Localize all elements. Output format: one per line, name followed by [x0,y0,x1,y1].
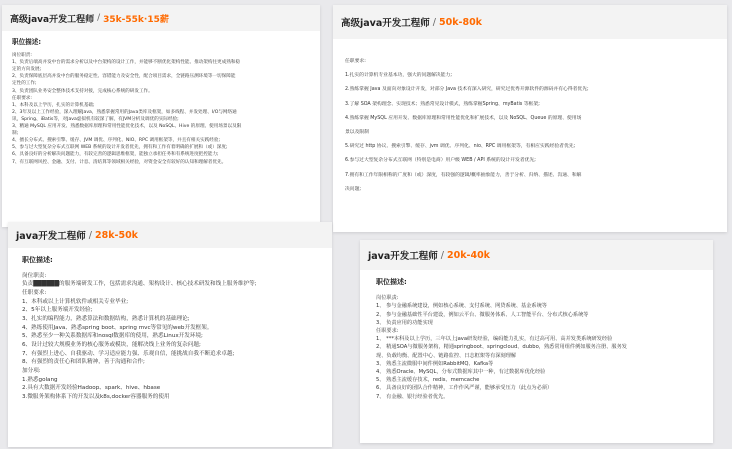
requirement-line: 5.研究过 http 协议、搜索引擎、缓存、jvm 调优、序列化、nio、RPC 调用框架等，有相应实践经验者优先; [345,144,576,150]
description-line: 制; [12,131,19,137]
description-line: 7、 有金融、银行经验者优先。 [376,393,449,400]
salary-range: 50k-80k [438,16,483,28]
description-line: 3、精通 MySQL 应用开发、熟悉数据库原理和常用性能优化技术，以及 NoSQL、Hive 的原理、使用场景以及限 [12,124,242,130]
description-line: 5、熟悉至少一种关系数据库和nosql数据库的使用，熟悉Linux开发环境; [22,333,203,340]
description-line: 6、 具备良好的团队合作精神，工作作风严谨，能够承受压力（此点为必须） [376,385,553,392]
description-line: 2、负责保障底层高并发中台的服务稳定性、容错能力及安全性，配合项目需求，全链路压测环境等一切保障能 [12,74,236,80]
description-line: 7、有互联网风控、金融、支付、计息、清结算等领域相关经验，对资金安全有较好的认知和理解者优先。 [12,159,227,165]
description-line: 3、 负责应用的功能实现 [376,319,433,326]
requirement-line: 1.扎实的计算机专业基本功，强大的问题解决能力; [345,73,452,79]
job-title: 高级java开发工程师 [10,14,95,25]
requirement-line: 4.熟练掌握 MySQL 应用开发、数据库原理和常用性能优化和扩展技术，以及 NoSQL、Queue 的原理、使用场 [345,115,582,121]
description-line: 任职要求: [22,289,47,296]
requirement-line: 6.参与过大型复杂分布式互联网（特别是电商）用户级 WEB / API 系统的设计开发者优先; [345,158,536,164]
job-card-header [360,240,713,270]
description-line: 任职要求: [12,95,32,101]
description-line: 4、 熟悉Oracle、MySQL，分布式数据库其中一种，有过数据库优化经验 [376,369,546,376]
description-line: 1、本科及以上学历，扎实的计算机基础; [12,102,95,108]
job-description [2,31,320,170]
job-card-java-28k[interactable] [8,222,332,447]
job-card-senior-java-50k[interactable] [333,5,727,232]
description-line: 6、设计过较大规模业务的核心服务或模块，能解决线上业务的复杂问题; [22,341,201,348]
job-card-header [333,5,727,39]
description-line: 现、负载均衡、配置中心、链路监控、日志框架等有深刻理解 [376,352,517,359]
description-line: 6、具备良好的分析解决问题能力，有较完善的逻辑思维框架，能独立承担任务和有系统进度把控能力; [12,152,219,158]
description-line: 岗位职责: [22,272,47,279]
salary-range: 28k-50k [94,229,139,241]
description-line: 5、 熟悉主流缓存技术，redis、memcache [376,377,480,384]
job-description [360,270,713,405]
description-line: 4、擅长分布式、搜索引擎、缓存、JVM 调优、序列化、NIO、RPC 调用框架等，并且有相关实践经验; [12,138,220,144]
description-line: 3、负责团队业务安全整体技术支持对接，完成核心系统的研发工作。 [12,88,153,94]
description-line: 2、 参与金融基础性平台建设，例如云平台、微服务体系、人工智能平台、分布式核心系统等 [376,311,589,318]
job-title: java开发工程师 [16,231,86,242]
description-line: 1、 参与金融系统建设，例如核心系统、支付系统、网贷系统、基金系统等 [376,303,547,310]
description-line: 1.熟悉golang [22,376,58,383]
requirement-line: 决问题; [345,186,362,192]
salary-range: 20k-40k [446,249,491,261]
description-line: 岗位职责: [12,53,32,59]
description-line: 8、有强烈的责任心和团队精神，善于沟通和合作; [22,359,145,366]
description-line: 岗位职责: [376,295,399,302]
description-line: 3、 熟悉主流微服中间件例如RabbitMQ、Kafka等 [376,360,494,367]
job-requirements [333,39,727,201]
title-separator: / [97,13,101,23]
description-line: 定的方向发展; [12,67,42,73]
description-line: 加分项: [22,367,41,374]
description-line: 7、有强烈上进心、自我驱动、学习适应能力强、乐观自信，能挑战自我不断追求卓越; [22,350,235,357]
section-title: 职位描述: [12,38,42,46]
description-line: 2.具有大数据开发经验Hadoop、spark、hive、hbase [22,385,161,392]
title-separator: / [440,249,444,261]
description-line: 3.微服务架构体系下的开发以及k8s,docker容器服务的使用 [22,393,170,400]
title-separator: / [432,16,436,28]
section-title: 职位描述: [22,256,53,264]
description-line: 3、扎实的编程能力，熟悉算法和数据结构，熟悉计算机的基础理论; [22,315,190,322]
job-card-header [8,222,332,248]
requirement-line: 景以及限制 [345,130,369,136]
description-line: 讯，Spring、iBatis等，对Java虚拟机有较深了解，有JVM分析及调优的实际经验; [12,116,179,122]
description-line: 2、 精通SOA与微服务架构，精通springboot、springcloud、dubbo，熟悉常用组件例如服务注册、服务发 [376,344,627,351]
description-line: 1、 ***本科及以上学历，三年以上java研发经验，编码能力扎实，有过高可用、高并发类系统研发经验 [376,336,613,343]
job-card-java-20k[interactable] [360,240,713,443]
requirement-line: 7.拥有和工作年限相称的广度和（或）深度，有较强的逻辑/概率抽象能力，善于分析、归纳、描述、沟通、和解 [345,172,582,178]
job-title: 高级java开发工程师 [341,18,430,29]
job-card-senior-java-35k[interactable] [2,5,320,227]
requirement-line: 2.熟练掌握 Java 及面向对象设计开发，对部分 Java 技术有深入研究，研究过优秀开源软件的源码并有心得者优先; [345,87,589,93]
description-line: 2、3年及以上工作经验，深入理解Java，熟悉掌握常用的Java类库及框架，如多线程、并发处理、I/O与网络通 [12,109,237,115]
description-line: 定性的工作; [12,81,37,87]
requirement-line: 3.了解 SOA 架构理念、实现技术；熟悉常见设计模式，熟练掌握Spring、myBatis 等框架; [345,101,540,107]
job-title: java开发工程师 [368,251,438,262]
salary-range: 35k-55k·15薪 [103,14,169,25]
description-line: 1、负责后端高并发中台的需求分析以及中台架构的设计工作，并能够不断优化架构性能、推动架构往更成熟和稳 [12,60,241,66]
description-line: 2、5年以上服务端开发经验; [22,307,93,314]
section-title: 职位描述: [376,278,407,286]
description-line: 4、熟练使用Java、熟悉spring boot、spring mvc等常见的web开发框架。 [22,324,213,331]
job-description [8,248,332,406]
requirement-line: 任职要求: [345,59,366,64]
title-separator: / [88,229,92,241]
description-line: 负责██████的服务端研发工作，包括需求沟通、架构设计、核心技术研发和线上服务维护等; [22,281,257,288]
description-line: 1、本科或以上计算机软件或相关专业毕业; [22,298,129,305]
description-line: 5、参与过大型复杂分布式互联网 WEB 系统的设计开发者优先，拥有和工作有着明确的扩展和（或）深度; [12,145,228,151]
job-card-header [2,5,320,31]
description-line: 任职要求: [376,328,399,335]
